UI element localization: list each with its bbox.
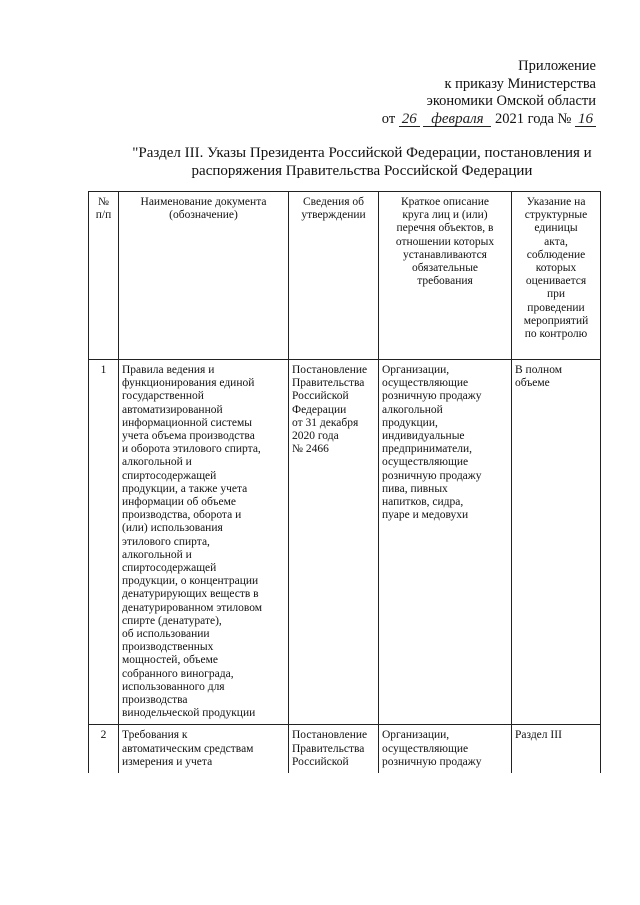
section-title: "Раздел III. Указы Президента Российской Федерации, постановления и распоряжения Правительства Российской Федерации (132, 145, 592, 179)
row-structural-units: Раздел III (512, 725, 601, 773)
row-approval-info: Постановление Правительства Российской (289, 725, 379, 773)
requirements-table (88, 191, 601, 773)
appendix-block (382, 58, 596, 128)
date-prefix: от (381, 110, 396, 127)
table-header-row (89, 192, 601, 360)
row-structural-units: В полном объеме (512, 360, 601, 725)
appendix-line-2: к приказу Министерства (444, 75, 596, 92)
row-document-name: Требования к автоматическим средствам измерения и учета (119, 725, 289, 773)
date-year: 2021 года № (495, 110, 572, 127)
row-document-name: Правила ведения и функционирования единой государственной автоматизированной информационной системы учета объема производства и оборота этилового спирта, алкогольной и спиртосодержащей продукции, а также учета информации об объеме производства, оборота и (или) использования этилового спирта, алкогольной и спиртосодержащей продукции, о концентрации денатурирующих веществ в денатурированном этиловом спирте (денатурате), об использовании производственных мощностей, объеме собранного винограда, использованного для производства винодельческой продукции (119, 360, 289, 725)
header-document-name: Наименование документа (обозначение) (119, 192, 289, 360)
header-scope-description: Краткое описание круга лиц и (или) перечня объектов, в отношении которых устанавливаются обязательные требования (379, 192, 512, 360)
table-row (89, 725, 601, 773)
header-number: № п/п (89, 192, 119, 360)
row-scope-description: Организации, осуществляющие розничную продажу (379, 725, 512, 773)
row-approval-info: Постановление Правительства Российской Федерации от 31 декабря 2020 года № 2466 (289, 360, 379, 725)
appendix-line-1: Приложение (518, 58, 596, 74)
header-structural-units: Указание на структурные единицы акта, соблюдение которых оценивается при проведении мероприятий по контролю (512, 192, 601, 360)
header-approval-info: Сведения об утверждении (289, 192, 379, 360)
handwritten-day: 26 (399, 112, 420, 127)
table-row (89, 360, 601, 725)
row-scope-description: Организации, осуществляющие розничную продажу алкогольной продукции, индивидуальные предприниматели, осуществляющие розничную продажу пива, пивных напитков, сидра, пуаре и медовухи (379, 360, 512, 725)
row-number: 1 (89, 360, 119, 725)
handwritten-month: февраля (423, 112, 491, 127)
row-number: 2 (89, 725, 119, 773)
appendix-date-line (382, 111, 596, 129)
handwritten-number: 16 (575, 112, 596, 127)
appendix-line-3: экономики Омской области (426, 93, 596, 109)
